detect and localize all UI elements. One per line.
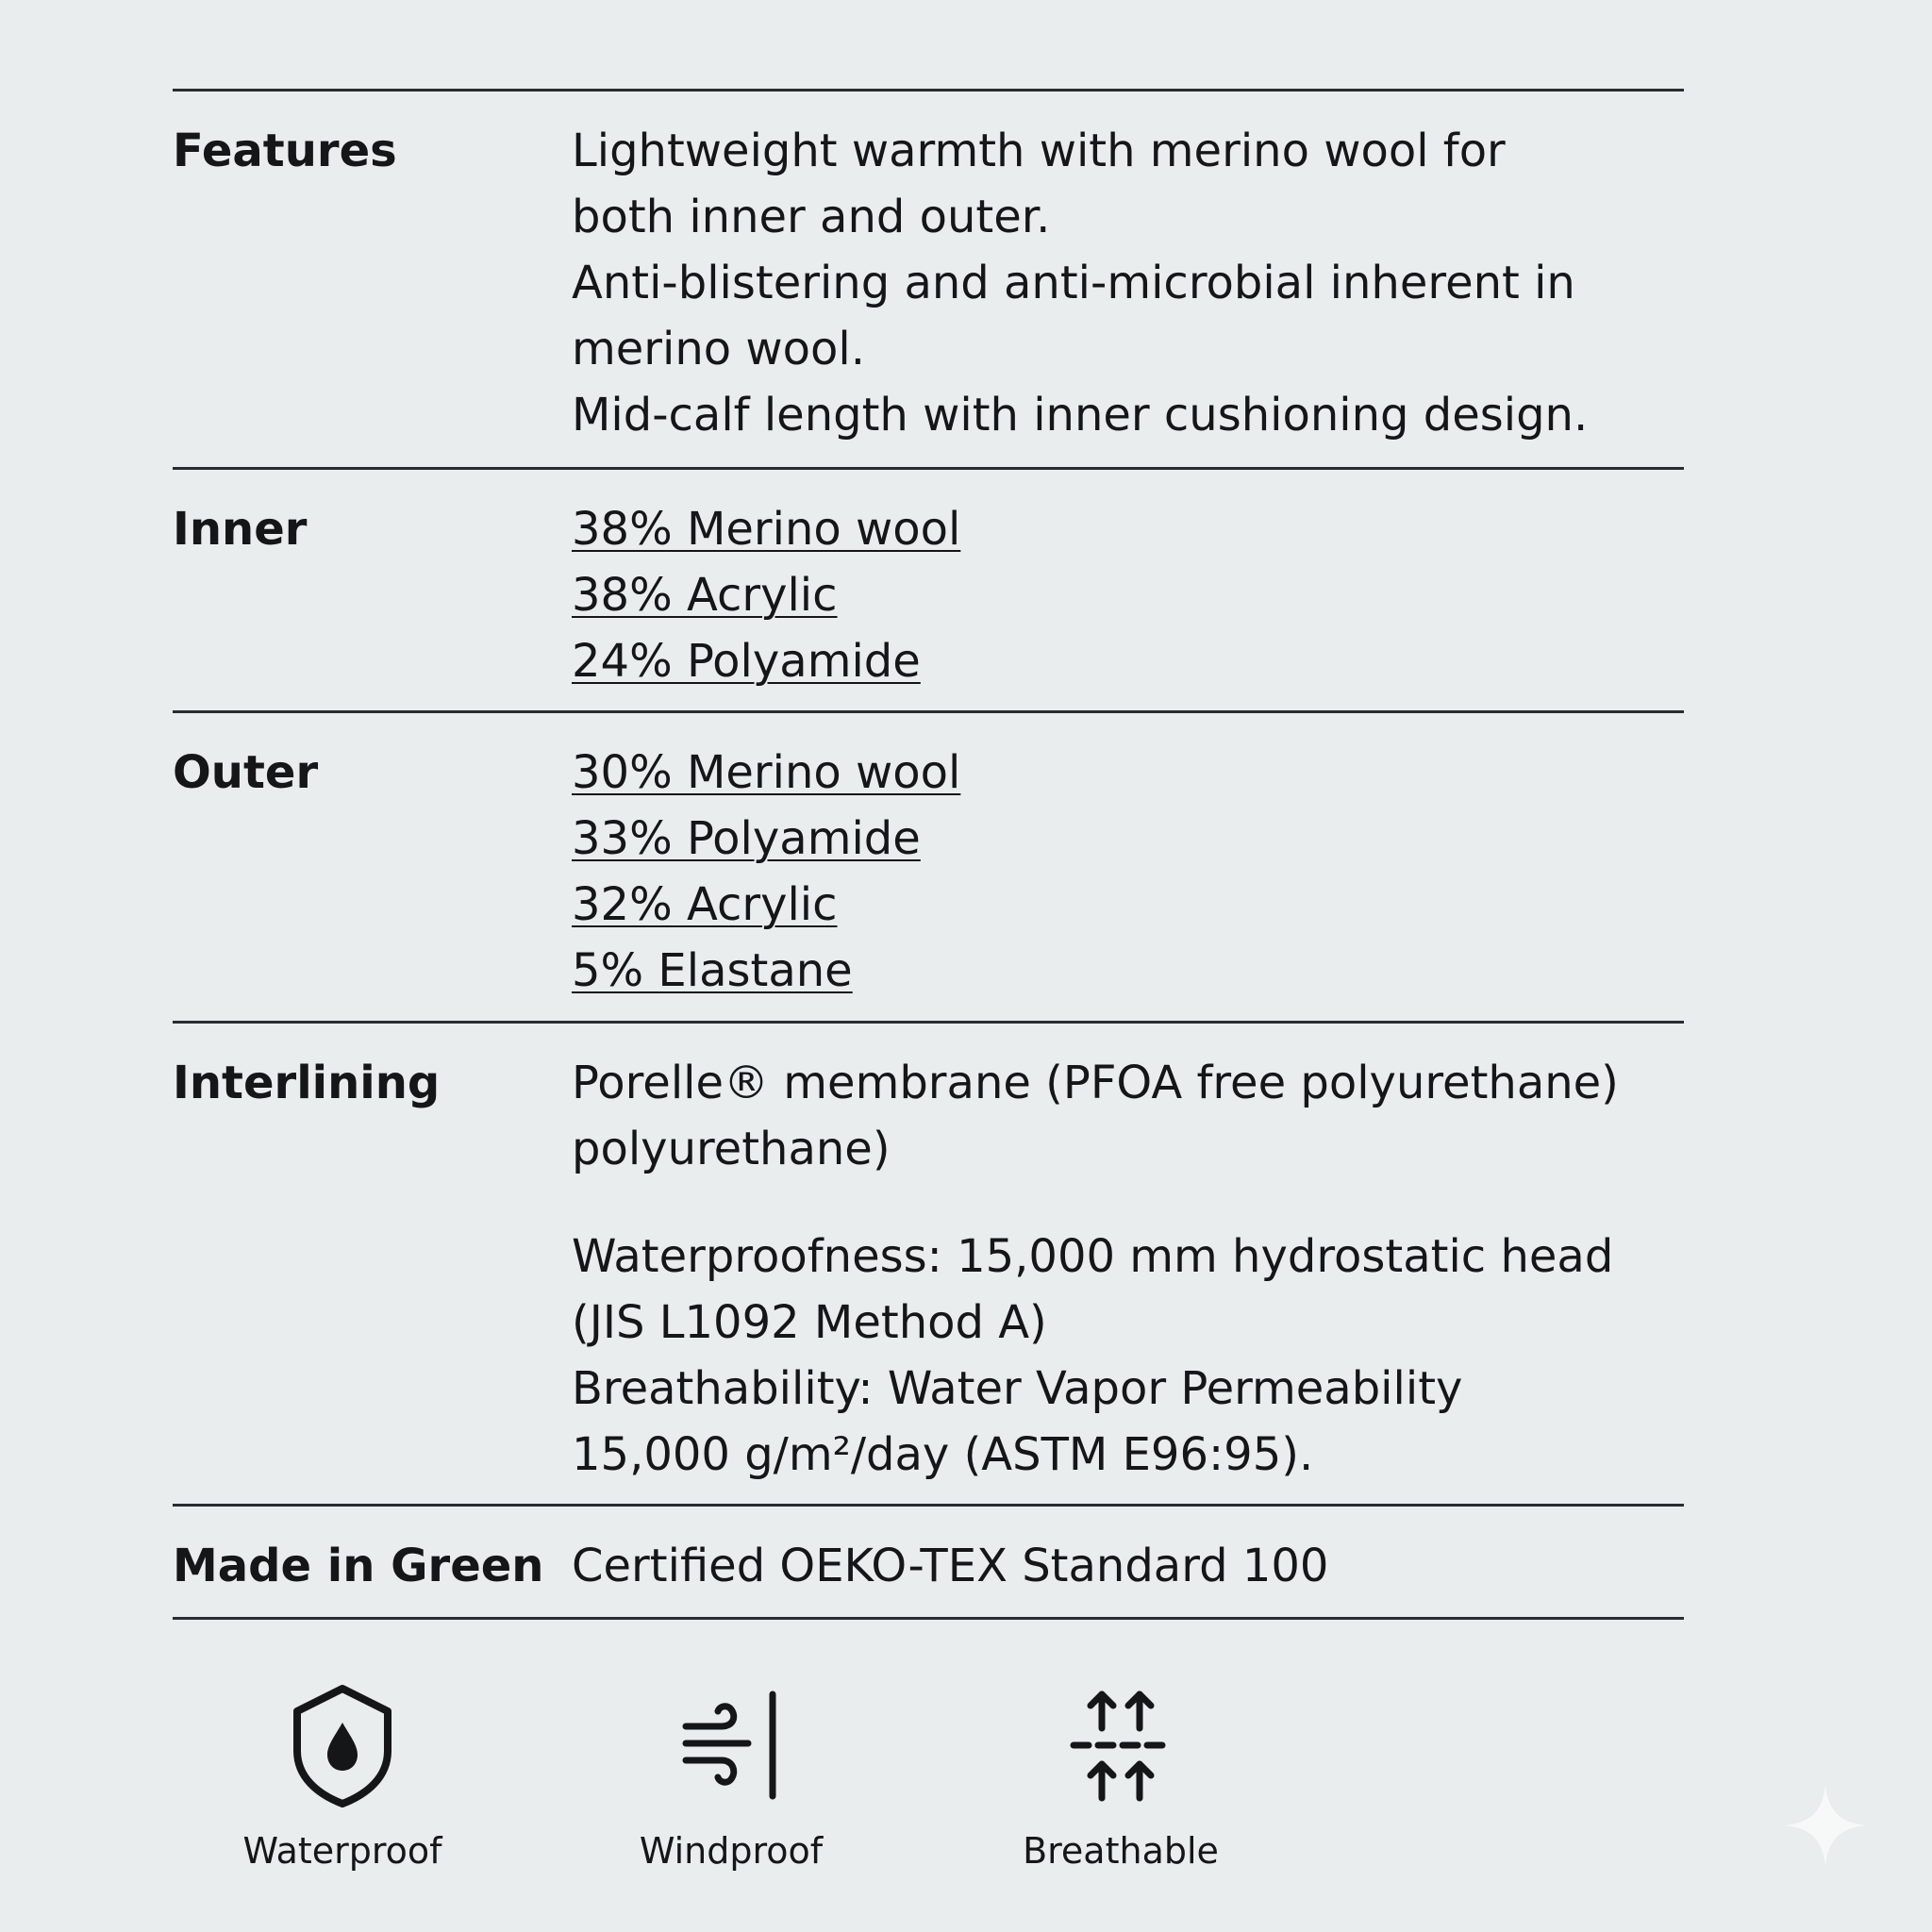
membrane-line: polyurethane) [572, 1123, 891, 1175]
features-line: Lightweight warmth with merino wool for [572, 125, 1506, 177]
spec-table [173, 89, 1684, 1620]
row-inner [173, 470, 1684, 710]
badge-waterproof [220, 1679, 465, 1872]
features-line: Anti-blistering and anti-microbial inherent in [572, 257, 1575, 309]
inner-material-link[interactable]: 24% Polyamide [572, 635, 921, 688]
outer-material-link[interactable]: 30% Merino wool [572, 746, 961, 799]
inner-materials [572, 496, 1684, 694]
features-line: both inner and outer. [572, 191, 1051, 243]
outer-material-link[interactable]: 32% Acrylic [572, 878, 838, 931]
features-line: merino wool. [572, 323, 865, 375]
inner-material-link[interactable]: 38% Acrylic [572, 569, 838, 622]
row-interlining [173, 1024, 1684, 1504]
performance-line: Waterproofness: 15,000 mm hydrostatic head [572, 1230, 1614, 1283]
interlining-label: Interlining [173, 1057, 441, 1109]
inner-material-link[interactable]: 38% Merino wool [572, 503, 961, 556]
interlining-value [572, 1050, 1684, 1488]
certification-text: Certified OEKO-TEX Standard 100 [572, 1540, 1329, 1592]
inner-label: Inner [173, 503, 308, 556]
wind-barrier-icon [675, 1679, 788, 1811]
outer-material-link[interactable]: 5% Elastane [572, 944, 853, 997]
row-features [173, 92, 1684, 467]
badge-windproof [608, 1679, 854, 1872]
made-in-green-label: Made in Green [173, 1540, 544, 1592]
outer-materials [572, 740, 1684, 1004]
badge-label: Breathable [1023, 1830, 1219, 1872]
features-value [572, 118, 1684, 448]
outer-label: Outer [173, 746, 319, 799]
row-made-in-green [173, 1507, 1684, 1617]
membrane-line: Porelle® membrane (PFOA free polyurethane) [572, 1057, 1619, 1109]
features-line: Mid-calf length with inner cushioning design. [572, 389, 1589, 441]
performance-line: Breathability: Water Vapor Permeability [572, 1362, 1463, 1415]
sparkle-icon [1783, 1783, 1868, 1868]
badge-breathable [998, 1679, 1243, 1872]
shield-drop-icon [286, 1679, 399, 1811]
membrane-paragraph [572, 1050, 1684, 1182]
performance-line: 15,000 g/m²/day (ASTM E96:95). [572, 1428, 1314, 1481]
performance-line: (JIS L1092 Method A) [572, 1296, 1047, 1349]
features-label: Features [173, 125, 397, 177]
row-outer [173, 713, 1684, 1021]
divider [173, 1617, 1684, 1620]
badge-label: Windproof [639, 1830, 824, 1872]
made-in-green-value [572, 1533, 1684, 1599]
badge-label: Waterproof [242, 1830, 442, 1872]
breathable-arrows-icon [1064, 1679, 1177, 1811]
performance-paragraph [572, 1224, 1684, 1488]
feature-badges [0, 1679, 1932, 1887]
outer-material-link[interactable]: 33% Polyamide [572, 812, 921, 865]
